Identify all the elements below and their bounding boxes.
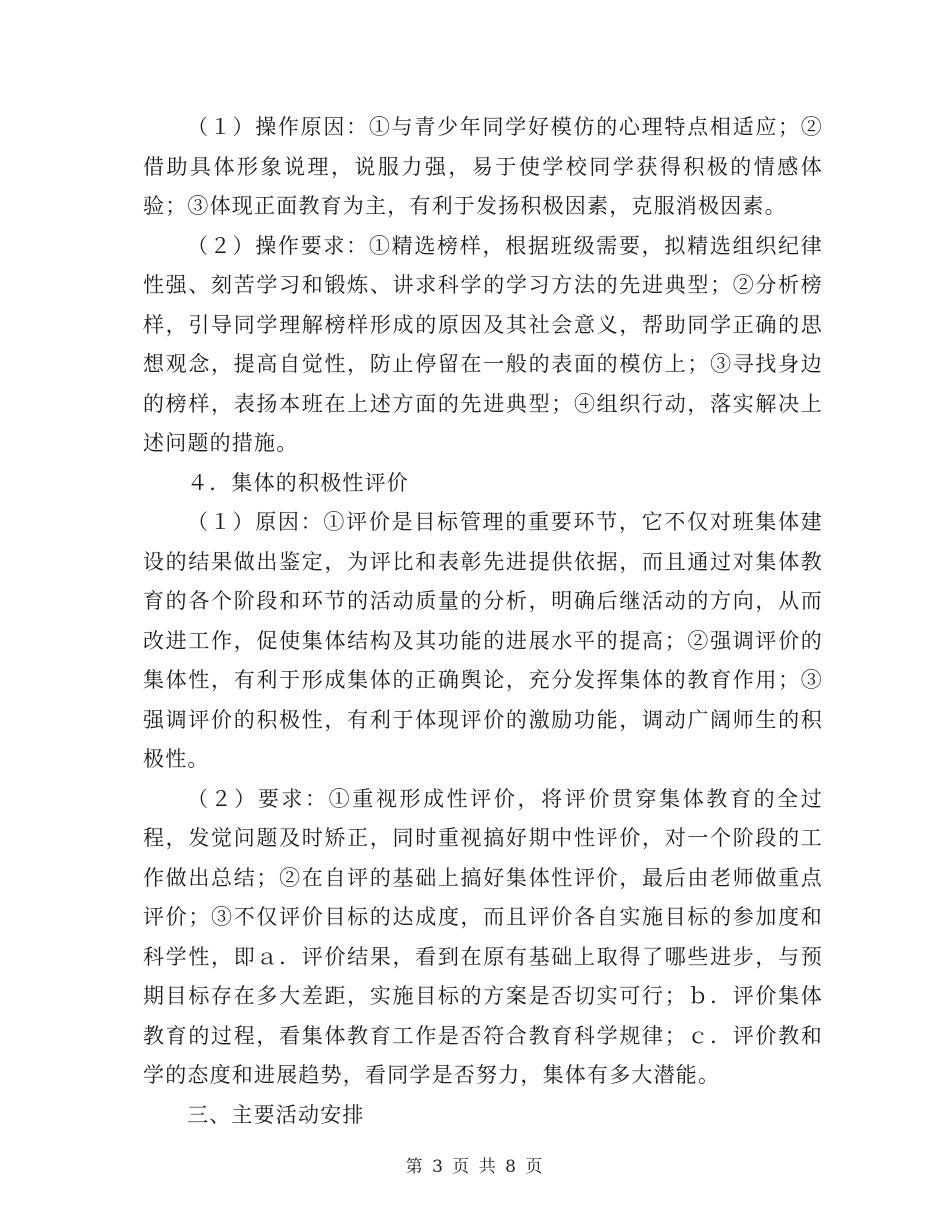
paragraph-evaluation-requirements: （２）要求：①重视形成性评价，将评价贯穿集体教育的全过程，发觉问题及时矫正，同时重视搞好期中性评价，对一个阶段的工作做出总结；②在自评的基础上搞好集体性评价，最后由老师做重点评价；③不仅评价目标的达成度，而且评价各自实施目标的参加度和科学性，即ａ．评价结果，看到在原有基础上取得了哪些进步，与预期目标存在多大差距，实施目标的方案是否切实可行；ｂ．评价集体教育的过程，看集体教育工作是否符合教育科学规律；ｃ．评价教和学的态度和进展趋势，看同学是否努力，集体有多大潜能。: [143, 786, 823, 1087]
paragraph-operation-reasons: （１）操作原因：①与青少年同学好模仿的心理特点相适应；②借助具体形象说理，说服力强，易于使学校同学获得积极的情感体验；③体现正面教育为主，有利于发扬积极因素，克服消极因素。: [143, 115, 823, 218]
section-heading-collective-evaluation: ４．集体的积极性评价: [187, 470, 409, 495]
document-body: [143, 108, 823, 1135]
paragraph-operation-requirements: （２）操作要求：①精选榜样，根据班级需要，拟精选组织纪律性强、刻苦学习和锻炼、讲求科学的学习方法的先进典型；②分析榜样，引导同学理解榜样形成的原因及其社会意义，帮助同学正确的思想观念，提高自觉性，防止停留在一般的表面的模仿上；③寻找身边的榜样，表扬本班在上述方面的先进典型；④组织行动，落实解决上述问题的措施。: [143, 233, 823, 455]
paragraph-evaluation-reasons: （１）原因：①评价是目标管理的重要环节，它不仅对班集体建设的结果做出鉴定，为评比和表彰先进提供依据，而且通过对集体教育的各个阶段和环节的活动质量的分析，明确后继活动的方向，从而改进工作，促使集体结构及其功能的进展水平的提高；②强调评价的集体性，有利于形成集体的正确舆论，充分发挥集体的教育作用；③强调评价的积极性，有利于体现评价的激励功能，调动广阔师生的积极性。: [143, 510, 823, 771]
page-number-footer: 第 3 页 共 8 页: [405, 1157, 545, 1177]
section-heading-main-activities: 三、主要活动安排: [187, 1102, 365, 1127]
